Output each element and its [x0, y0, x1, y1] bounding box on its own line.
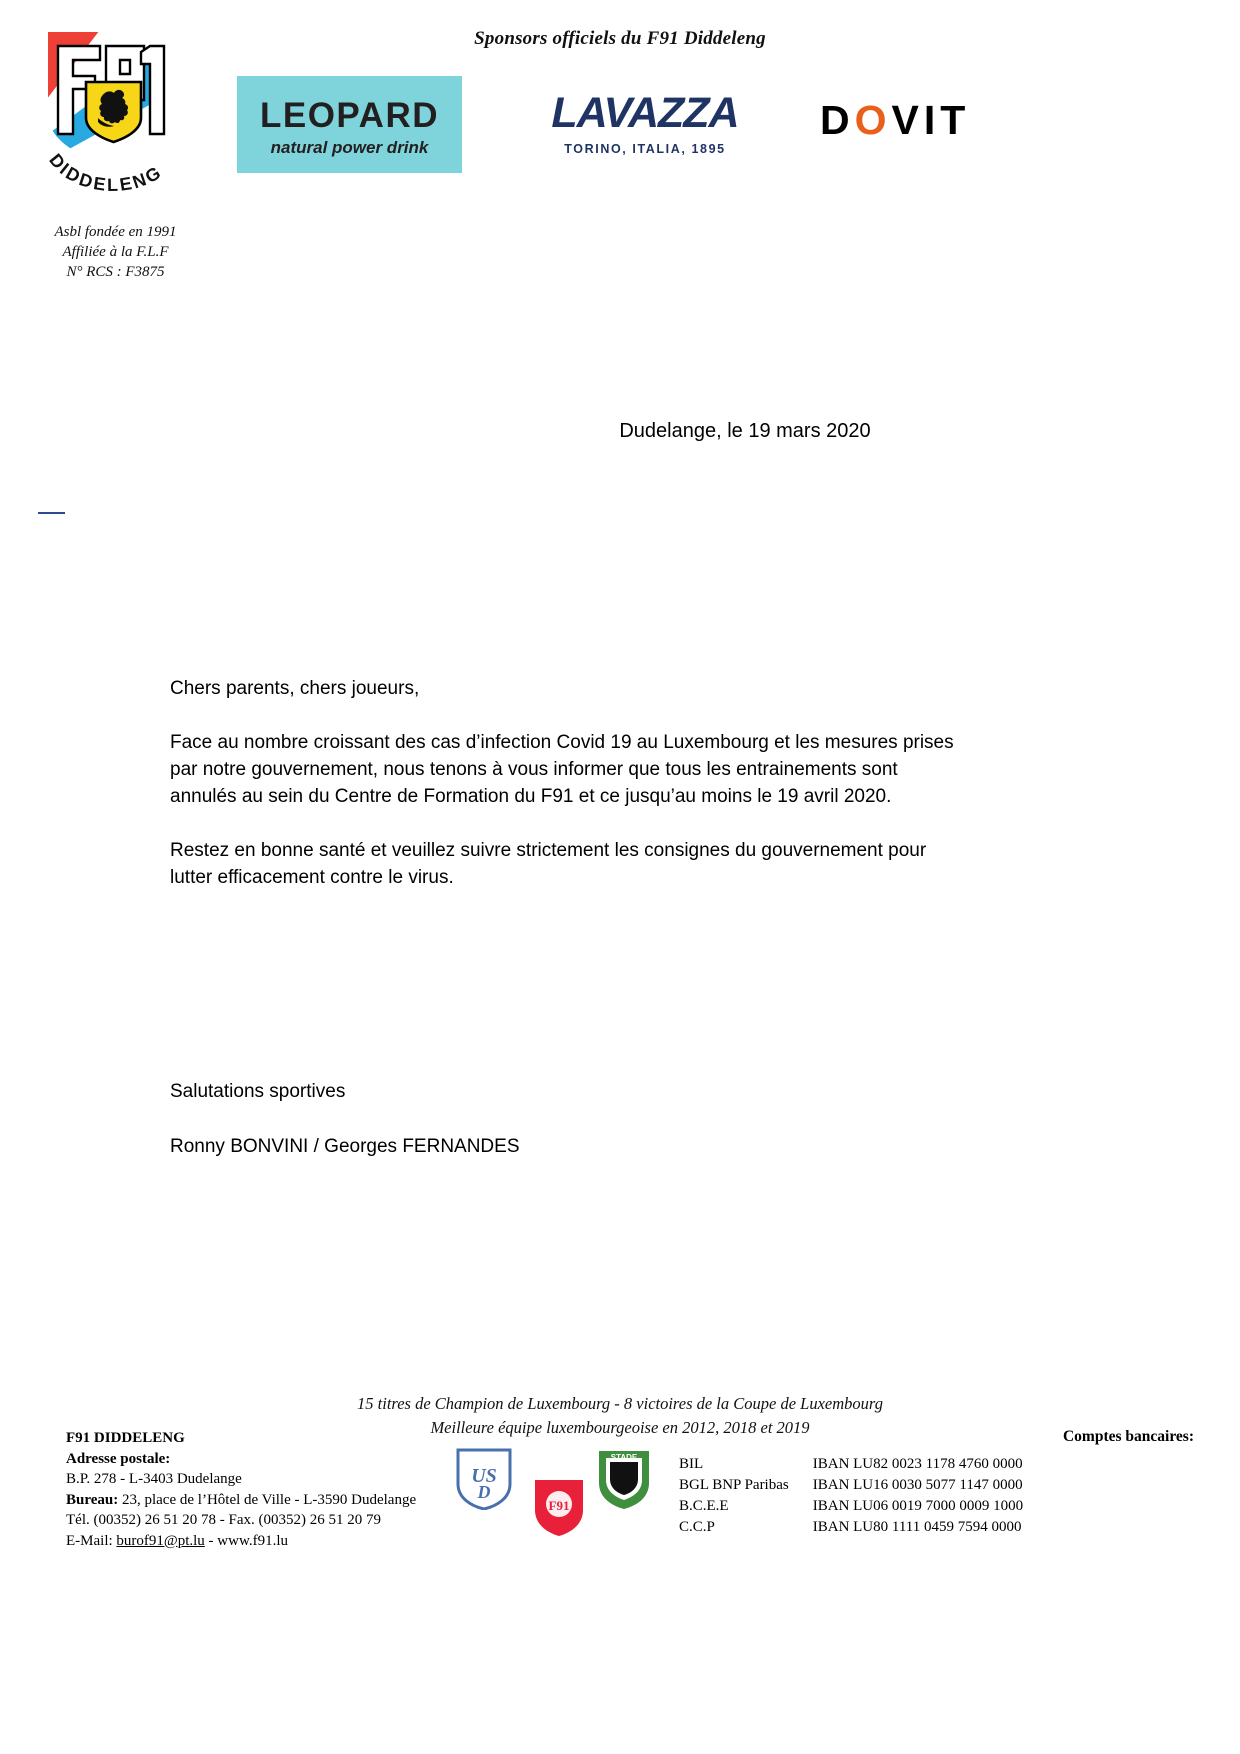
footer-email-link[interactable]: burof91@pt.lu [116, 1532, 205, 1549]
sponsor-leopard-name: LEOPARD [259, 96, 440, 135]
bank-accounts-title: Comptes bancaires: [1062, 1428, 1194, 1445]
letter-paragraph-2: Restez en bonne santé et veuillez suivre strictement les consignes du gouvernement pour lutter efficacement contre le virus. [170, 840, 927, 888]
org-line-affiliation: Affiliée à la F.L.F [62, 244, 169, 260]
letter-signatories: Ronny BONVINI / Georges FERNANDES [170, 1136, 520, 1157]
palmares-line-2: Meilleure équipe luxembourgeoise en 2012, 2018 et 2019 [430, 1418, 810, 1437]
org-legal-lines [28, 222, 203, 282]
footer-postal-label: Adresse postale: [66, 1450, 171, 1467]
footer-office-label: Bureau: [66, 1491, 119, 1508]
sponsor-logo-leopard [237, 76, 462, 173]
f91-diddeleng-crest-icon [40, 30, 173, 165]
svg-text:STADE: STADE [610, 1453, 638, 1462]
dovit-letter-o: O [854, 97, 892, 143]
date-line: Dudelange, le 19 mars 2020 [619, 420, 871, 442]
reference-dash [38, 512, 65, 514]
footer-address-block [66, 1428, 486, 1551]
sponsor-lavazza-name: LAVAZZA [551, 89, 739, 137]
letter-salutation: Chers parents, chers joueurs, [170, 678, 420, 699]
dovit-letter-v: V [891, 97, 924, 143]
dovit-letter-i: I [923, 97, 941, 143]
footer-email-row [66, 1531, 486, 1552]
footer-website-link[interactable]: www.f91.lu [217, 1532, 288, 1549]
org-line-founded: Asbl fondée en 1991 [54, 224, 177, 240]
letter-closing: Salutations sportives [170, 1081, 346, 1102]
bank-row [679, 1454, 1023, 1475]
letter-signature-block [170, 1078, 960, 1188]
bank-iban: IBAN LU06 0019 7000 0009 1000 [812, 1498, 1024, 1514]
bank-row [679, 1496, 1023, 1517]
sponsor-logo-dovit [820, 97, 1030, 143]
stade-shield-badge-icon [595, 1448, 653, 1510]
bank-iban: IBAN LU80 1111 0459 7594 0000 [812, 1519, 1022, 1535]
svg-text:D: D [477, 1482, 491, 1502]
svg-text:US: US [471, 1465, 497, 1487]
sponsor-lavazza-tagline: TORINO, ITALIA, 1895 [564, 142, 726, 156]
svg-text:F91: F91 [548, 1498, 570, 1513]
sponsor-leopard-tagline: natural power drink [270, 138, 429, 157]
bank-row [679, 1475, 1023, 1496]
footer-email-label: E-Mail: [66, 1532, 113, 1549]
bank-iban: IBAN LU82 0023 1178 4760 0000 [812, 1456, 1023, 1472]
usd-shield-badge-icon [455, 1448, 513, 1510]
dovit-letter-t: T [940, 97, 971, 143]
bank-name: B.C.E.E [679, 1498, 729, 1514]
footer-phone-line: Tél. (00352) 26 51 20 78 - Fax. (00352) 26 51 20 79 [66, 1512, 381, 1528]
sponsors-header-title: Sponsors officiels du F91 Diddeleng [474, 28, 766, 49]
letter-paragraph-1: Face au nombre croissant des cas d’infection Covid 19 au Luxembourg et les mesures prises par notre gouvernement, nous tenons à vous informer que tous les entrainements sont annulés au sein du Centre de Formation du F91 et ce jusqu’au moins le 19 avril 2020. [170, 732, 954, 807]
bank-name: C.C.P [679, 1519, 715, 1535]
footer-partner-badges [455, 1448, 665, 1543]
red-circle-badge-icon [530, 1476, 588, 1538]
svg-text:DIDDELENG: DIDDELENG [45, 149, 167, 196]
club-wordmark-icon [38, 148, 188, 208]
sponsor-logo-lavazza [545, 90, 745, 170]
footer-club-name: F91 DIDDELENG [66, 1430, 185, 1446]
footer-web-separator: - [204, 1532, 218, 1549]
footer-office-value: 23, place de l’Hôtel de Ville - L-3590 Dudelange [121, 1491, 417, 1508]
bank-iban: IBAN LU16 0030 5077 1147 0000 [812, 1477, 1023, 1493]
org-line-rcs: N° RCS : F3875 [66, 264, 165, 280]
footer-office-row [66, 1490, 486, 1511]
bank-accounts-table [679, 1454, 1023, 1538]
bank-name: BIL [679, 1456, 704, 1472]
bank-name: BGL BNP Paribas [679, 1477, 789, 1493]
footer-postal-value: B.P. 278 - L-3403 Dudelange [66, 1471, 242, 1487]
palmares-line-1: 15 titres de Champion de Luxembourg - 8 victoires de la Coupe de Luxembourg [357, 1394, 883, 1413]
bank-row [679, 1517, 1023, 1538]
dovit-letter-d: D [820, 97, 855, 143]
letter-body [170, 675, 960, 918]
club-logo [30, 30, 190, 215]
